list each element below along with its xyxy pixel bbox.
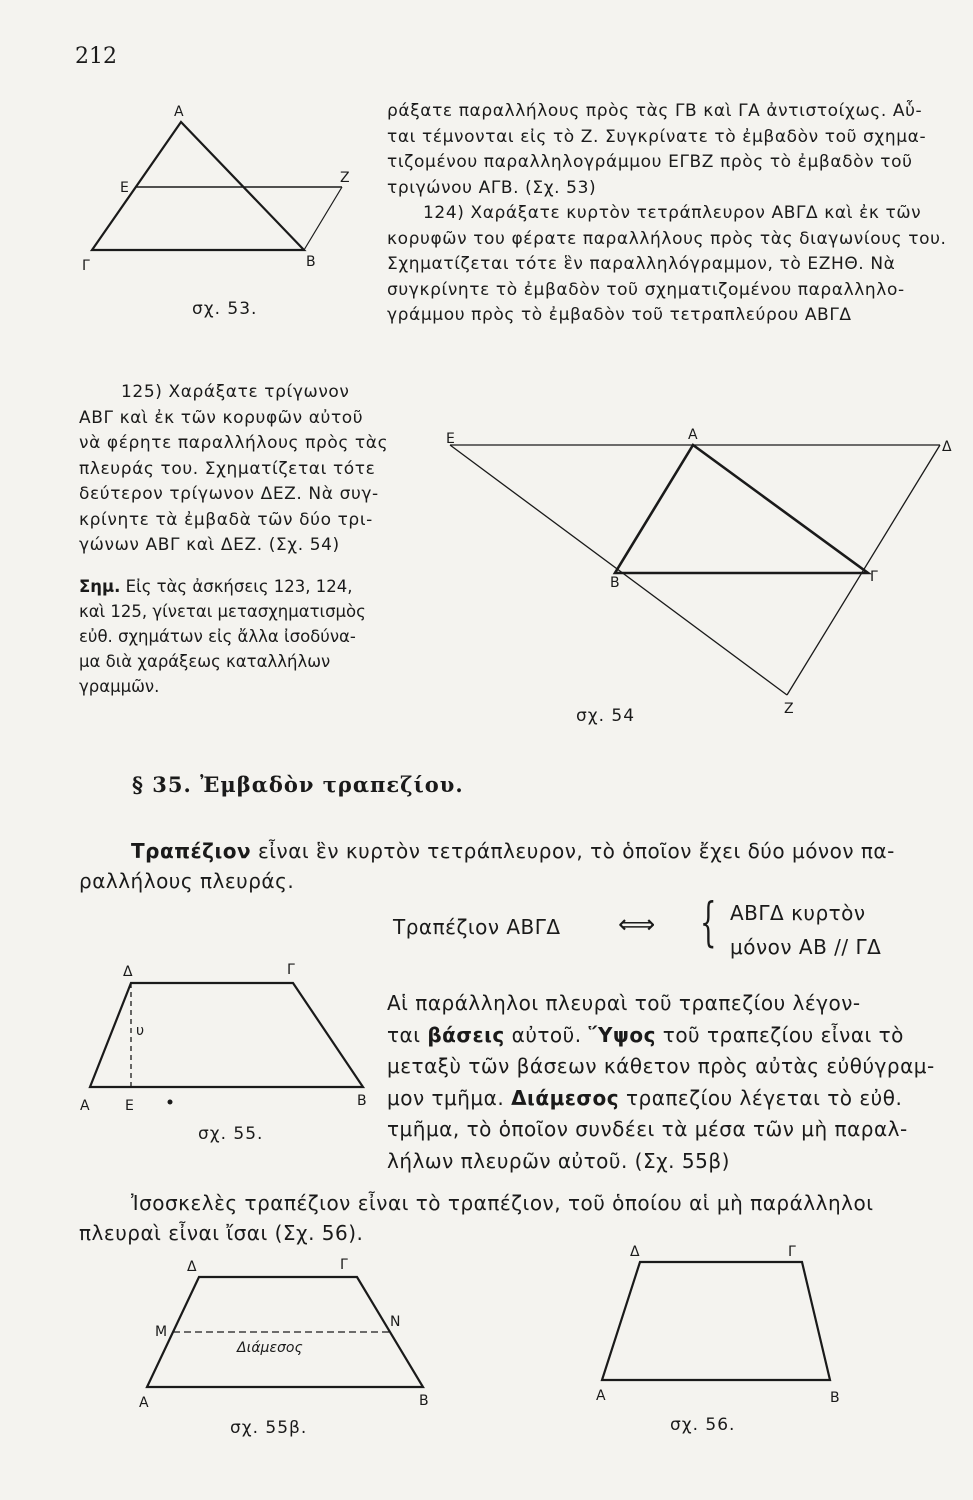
- text-segment: τραπεζίου λέγεται τὸ εὐθ.: [619, 1085, 903, 1110]
- figure-53: [80, 100, 370, 330]
- text-line: 124) Χαράξατε κυρτὸν τετράπλευρον ΑΒΓΔ καὶ ἐκ τῶν: [423, 203, 922, 223]
- text-line: Ἰσοσκελὲς τραπέζιον εἶναι τὸ τραπέζιον, τοῦ ὁποίου αἱ μὴ παράλληλοι: [131, 1191, 874, 1215]
- label-D: Δ: [123, 964, 133, 980]
- label-E: E: [446, 431, 455, 447]
- text-segment: Αἱ παράλληλοι πλευραὶ τοῦ τραπεζίου λέγον-: [387, 991, 861, 1015]
- triangle-abg: [615, 445, 868, 573]
- definition: [79, 836, 959, 896]
- label-E: E: [120, 180, 129, 196]
- text-line: Σχηματίζεται τότε ἓν παραλληλόγραμμον, τὸ ΕΖΗΘ. Νὰ: [387, 254, 896, 274]
- label-B: B: [830, 1390, 840, 1406]
- label-N: N: [390, 1314, 401, 1330]
- label-A: A: [174, 104, 184, 120]
- definition-line2: ραλλήλους πλευράς.: [79, 869, 295, 893]
- text-line: πλευραὶ εἶναι ἴσαι (Σχ. 56).: [79, 1221, 364, 1245]
- text-line: εὐθ. σχημάτων εἰς ἄλλα ἰσοδύνα-: [79, 627, 356, 646]
- caption-56: σχ. 56.: [670, 1415, 736, 1435]
- label-G: Γ: [340, 1257, 348, 1273]
- text-line: [387, 988, 957, 1020]
- label-B: B: [357, 1093, 367, 1109]
- label-D: Δ: [187, 1259, 197, 1275]
- bold-term: βάσεις: [427, 1022, 505, 1047]
- text-line: πλευράς του. Σχηματίζεται τότε: [79, 458, 376, 479]
- page-number: 212: [75, 44, 117, 69]
- text-segment: λήλων πλευρῶν αὐτοῦ. (Σχ. 55β): [387, 1148, 730, 1173]
- isosceles-definition: [79, 1188, 959, 1248]
- section-number: § 35.: [132, 772, 192, 797]
- caption-54: σχ. 54: [576, 706, 636, 726]
- text-line: γράμμου πρὸς τὸ ἐμβαδὸν τοῦ τετραπλεύρου ΑΒΓΔ: [387, 305, 852, 325]
- text-line: ται τέμνονται εἰς τὸ Ζ. Συγκρίνατε τὸ ἐμβαδὸν τοῦ σχημα-: [387, 126, 927, 147]
- label-Z: Z: [784, 701, 794, 717]
- text-line: [387, 1146, 957, 1178]
- dot-mark: [168, 1100, 173, 1105]
- figure-55b: [135, 1255, 445, 1445]
- caption-55b: σχ. 55β.: [230, 1418, 308, 1438]
- text-line: 125) Χαράξατε τρίγωνον: [121, 382, 350, 402]
- note-label: Σημ.: [79, 577, 121, 596]
- text-line: τριγώνου ΑΓΒ. (Σχ. 53): [387, 177, 597, 198]
- text-line: ΑΒΓ καὶ ἐκ τῶν κορυφῶν αὐτοῦ: [79, 407, 364, 428]
- label-A: A: [139, 1395, 149, 1411]
- text-line: [387, 1020, 957, 1052]
- label-A: A: [80, 1098, 90, 1114]
- isosceles-trapezoid: [602, 1262, 830, 1380]
- text-line: ράξατε παραλλήλους πρὸς τὰς ΓΒ καὶ ΓΑ ἀντιστοίχως. Αὗ-: [387, 101, 923, 121]
- text-segment: αὐτοῦ.: [504, 1022, 589, 1047]
- caption-55: σχ. 55.: [198, 1124, 264, 1144]
- formula-condition-1: ΑΒΓΔ κυρτὸν: [730, 901, 866, 925]
- label-A: A: [688, 427, 698, 443]
- label-D: Δ: [942, 439, 952, 455]
- brace-icon: {: [700, 893, 717, 953]
- formula-condition-2: μόνον ΑΒ // ΓΔ: [730, 935, 882, 959]
- text-line: νὰ φέρητε παραλλήλους πρὸς τὰς: [79, 433, 389, 453]
- text-line: κρίνητε τὰ ἐμβαδὰ τῶν δύο τρι-: [79, 509, 373, 530]
- text-segment: μεταξὺ τῶν βάσεων κάθετον πρὸς αὐτὰς εὐθύγραμ-: [387, 1054, 935, 1078]
- figure-54: [430, 425, 960, 735]
- label-A: A: [596, 1388, 606, 1404]
- definition-text: εἶναι ἓν κυρτὸν τετράπλευρον, τὸ ὁποῖον ἔχει δύο μόνον πα-: [251, 839, 895, 863]
- text-line: [387, 1114, 957, 1146]
- figure-55: [75, 960, 385, 1155]
- text-line: μα διὰ χαράξεως καταλλήλων: [79, 652, 331, 671]
- text-line: καὶ 125, γίνεται μετασχηματισμὸς: [79, 602, 366, 621]
- text-line: [387, 1083, 957, 1115]
- figure-56: [590, 1240, 870, 1440]
- line-dz: [787, 445, 940, 695]
- label-M: M: [155, 1324, 168, 1340]
- label-B: B: [610, 575, 620, 591]
- text-line: τιζομένου παραλληλογράμμου ΕΓΒΖ πρὸς τὸ ἐμβαδὸν τοῦ: [387, 152, 913, 172]
- label-G: Γ: [82, 258, 90, 274]
- bases-paragraph: [387, 988, 957, 1177]
- label-B: B: [306, 254, 316, 270]
- label-E: E: [125, 1098, 134, 1114]
- note: [79, 574, 399, 699]
- text-line: γώνων ΑΒΓ καὶ ΔΕΖ. (Σχ. 54): [79, 535, 340, 555]
- text-line: συγκρίνητε τὸ ἐμβαδὸν τοῦ σχηματιζομένου παραλληλο-: [387, 279, 905, 300]
- text-segment: ται: [387, 1022, 428, 1047]
- trapezoid-abgd: [90, 983, 363, 1087]
- exercise-125: [79, 380, 399, 559]
- line-zb: [304, 187, 342, 250]
- bold-term: Ὕψος: [588, 1022, 656, 1047]
- text-line: κορυφῶν του φέρατε παραλλήλους πρὸς τὰς διαγωνίους του.: [387, 228, 947, 249]
- text-line: γραμμῶν.: [79, 677, 160, 696]
- text-segment: μον τμῆμα.: [387, 1085, 512, 1110]
- label-G: Γ: [870, 569, 878, 585]
- label-G: Γ: [287, 962, 295, 978]
- label-B: B: [419, 1393, 429, 1409]
- equivalence-arrow: ⟺: [618, 910, 656, 940]
- label-median: Διάμεσος: [237, 1340, 303, 1356]
- formula-left: Τραπέζιον ΑΒΓΔ: [393, 915, 561, 939]
- label-D: Δ: [630, 1244, 640, 1260]
- text-line: δεύτερον τρίγωνον ΔΕΖ. Νὰ συγ-: [79, 484, 379, 504]
- text-line: [387, 1051, 957, 1083]
- text-segment: τμῆμα, τὸ ὁποῖον συνδέει τὰ μέσα τῶν μὴ παραλ-: [387, 1117, 908, 1141]
- section-heading: [132, 772, 464, 797]
- label-Z: Z: [340, 170, 350, 186]
- bold-term: Διάμεσος: [511, 1085, 620, 1110]
- label-G: Γ: [788, 1244, 796, 1260]
- text-segment: τοῦ τραπεζίου εἶναι τὸ: [655, 1022, 904, 1047]
- exercise-123-124: [387, 99, 947, 329]
- section-title: Ἐμβαδὸν τραπεζίου.: [200, 772, 464, 797]
- line-ez: [450, 445, 787, 695]
- caption-53: σχ. 53.: [192, 299, 258, 319]
- text-line: Εἰς τὰς ἀσκήσεις 123, 124,: [120, 577, 353, 596]
- label-u: υ: [136, 1023, 145, 1039]
- definition-term: Τραπέζιον: [131, 839, 252, 863]
